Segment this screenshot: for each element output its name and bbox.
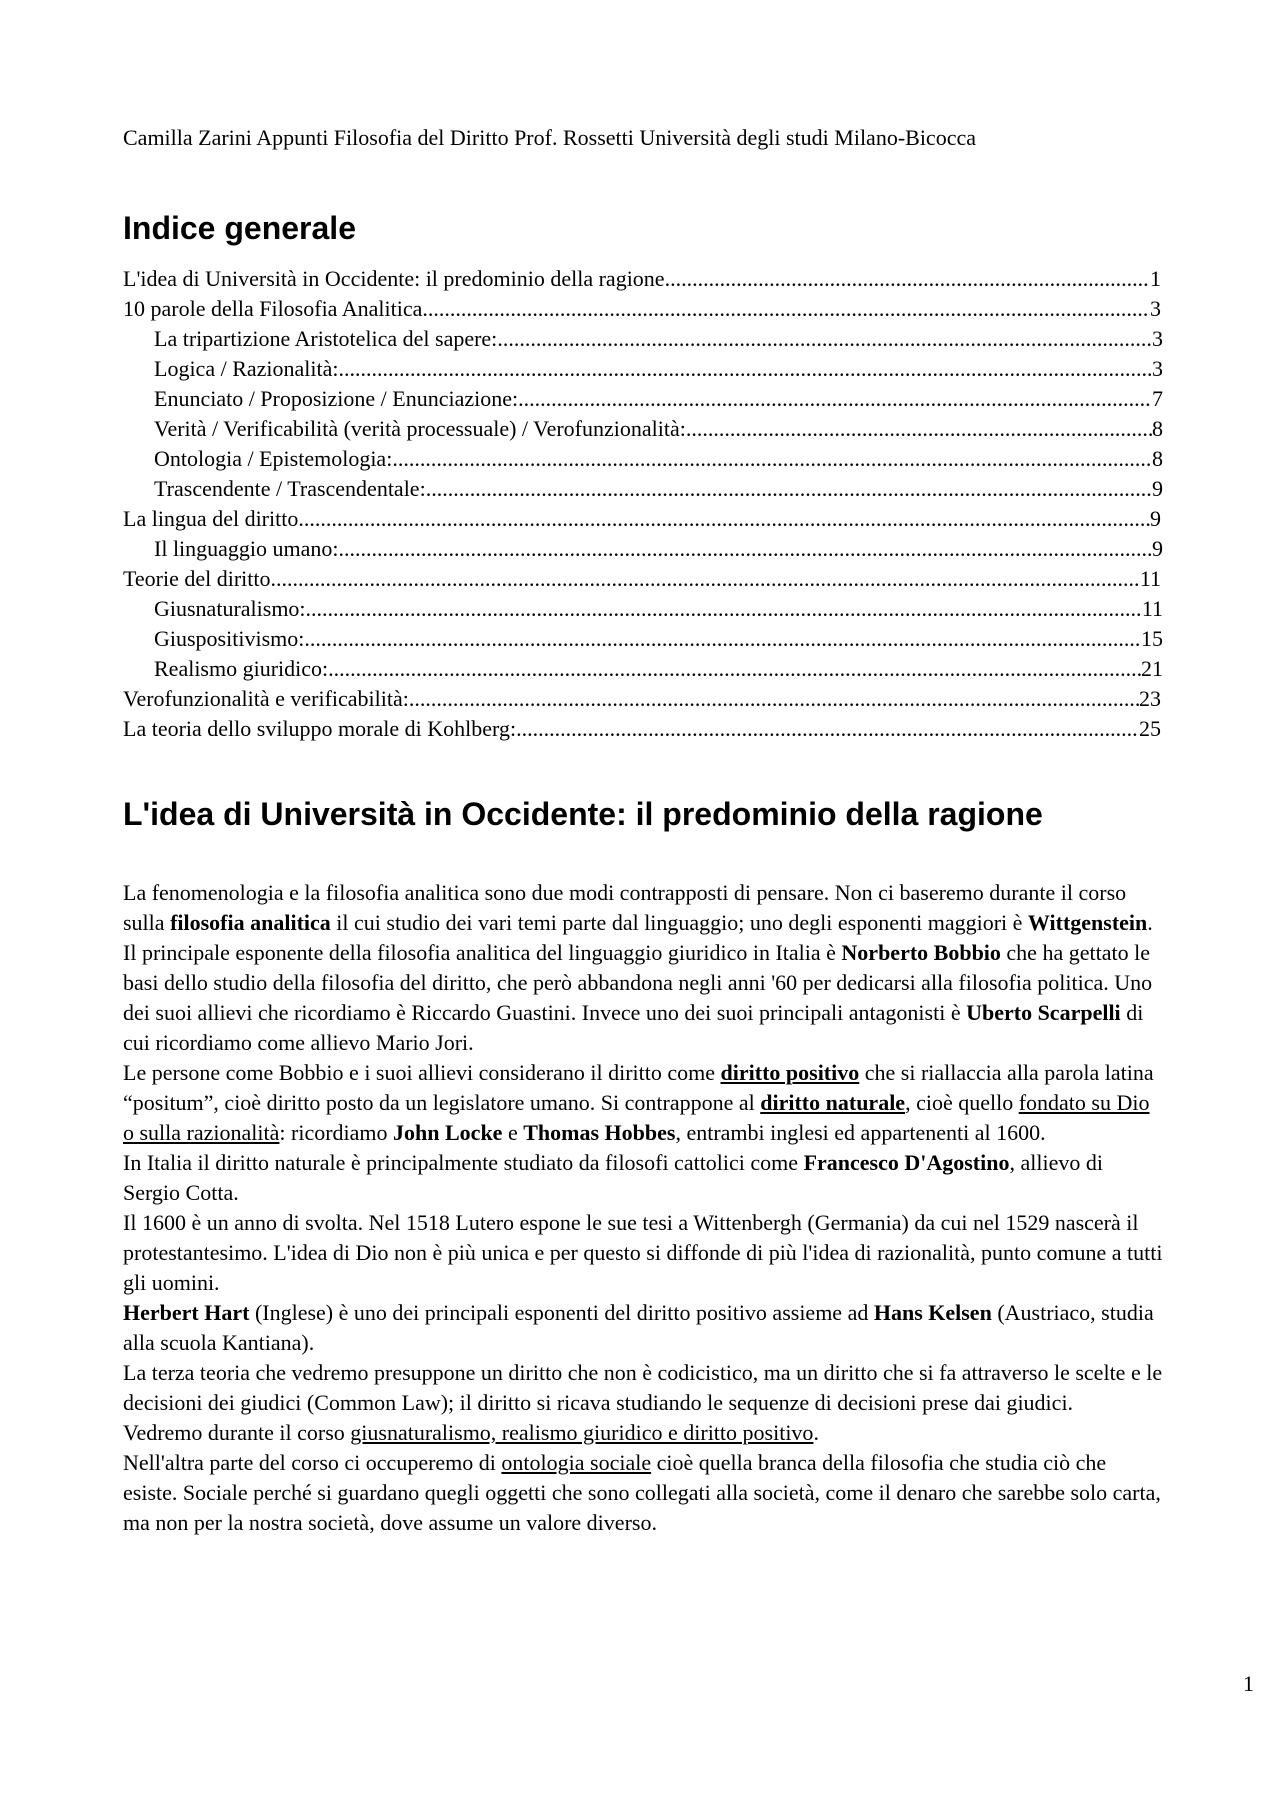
toc-entry-page: 11 (1141, 596, 1163, 621)
paragraph (123, 1148, 1163, 1208)
toc-entry-text: Ontologia / Epistemologia: (154, 446, 393, 471)
text-run: Il principale esponente della filosofia analitica del linguaggio giuridico in Italia è (123, 940, 842, 965)
toc-entry-page: 3 (1150, 296, 1161, 321)
toc-entry[interactable] (154, 534, 1163, 564)
toc-entry-page: 3 (1152, 356, 1163, 381)
paragraph (123, 1358, 1163, 1418)
toc-dot-leader (426, 474, 1152, 504)
paragraph (123, 1418, 1163, 1448)
toc-dot-leader (271, 564, 1140, 594)
text-run: Le persone come Bobbio e i suoi allievi considerano il diritto come (123, 1060, 721, 1085)
toc-entry[interactable] (154, 444, 1163, 474)
toc-dot-leader (392, 444, 1152, 474)
page-number: 1 (1243, 1671, 1254, 1696)
toc-entry[interactable] (123, 564, 1163, 594)
toc-entry-text: L'idea di Università in Occidente: il predominio della ragione (123, 266, 665, 291)
toc-dot-leader (686, 414, 1152, 444)
toc-entry[interactable] (123, 684, 1163, 714)
page-header: Camilla Zarini Appunti Filosofia del Diritto Prof. Rossetti Università degli studi Milano-Bicocca (123, 125, 976, 150)
paragraph (123, 1298, 1163, 1358)
bold-text: Francesco D'Agostino (803, 1150, 1010, 1175)
toc-entry[interactable] (154, 384, 1163, 414)
toc-dot-leader (409, 684, 1139, 714)
toc-dot-leader (497, 324, 1152, 354)
table-of-contents (123, 264, 1163, 744)
toc-entry[interactable] (123, 714, 1163, 744)
bold-text: Wittgenstein (1027, 910, 1148, 935)
toc-dot-leader (516, 714, 1139, 744)
toc-title: Indice generale (123, 210, 356, 246)
toc-entry[interactable] (123, 504, 1163, 534)
section-body (123, 878, 1163, 1538)
toc-entry[interactable] (123, 294, 1163, 324)
toc-dot-leader (328, 654, 1141, 684)
toc-entry-page: 15 (1141, 626, 1163, 651)
text-run: . (813, 1420, 819, 1445)
text-run: Il 1600 è un anno di svolta. Nel 1518 Lutero espone le sue tesi a Wittenbergh (Germania) da cui nel 1529 nascerà il protestantesimo. L'idea di Dio non è più unica e per questo si diffonde di più l'idea di razionalità, punto comune a tutti gli uomini. (123, 1210, 1163, 1295)
toc-dot-leader (298, 504, 1150, 534)
text-run: che si riallaccia alla parola latina “positum”, cioè diritto posto da un legislatore umano. Si contrappone al (123, 1060, 1154, 1115)
bold-text: diritto naturale (760, 1090, 906, 1115)
toc-entry[interactable] (154, 354, 1163, 384)
toc-entry-text: La teoria dello sviluppo morale di Kohlberg: (123, 716, 517, 741)
toc-entry-text: 10 parole della Filosofia Analitica (123, 296, 423, 321)
toc-entry-page: 3 (1152, 326, 1163, 351)
toc-entry-text: Logica / Razionalità: (154, 356, 339, 381)
toc-entry[interactable] (154, 594, 1163, 624)
toc-entry[interactable] (154, 624, 1163, 654)
text-run: di cui ricordiamo come allievo Mario Jori. (123, 1000, 1144, 1055)
toc-entry-text: Giusnaturalismo: (154, 596, 306, 621)
toc-entry-page: 1 (1150, 266, 1161, 291)
toc-entry-text: La lingua del diritto (123, 506, 299, 531)
bold-text: John Locke (393, 1120, 503, 1145)
toc-entry[interactable] (154, 474, 1163, 504)
text-run: cioè quella branca della filosofia che studia ciò che esiste. Sociale perché si guardano quegli oggetti che sono collegati alla società, come il denaro che sarebbe solo carta, ma non per la nostra società, dove assume un valore diverso. (123, 1450, 1161, 1535)
toc-entry-page: 23 (1139, 686, 1161, 711)
toc-entry-text: Verofunzionalità e verificabilità: (123, 686, 409, 711)
toc-entry-text: Giuspositivismo: (154, 626, 305, 651)
text-run: , allievo di Sergio Cotta. (123, 1150, 1103, 1205)
toc-entry-text: Teorie del diritto (123, 566, 271, 591)
toc-entry[interactable] (154, 654, 1163, 684)
text-run: Vedremo durante il corso (123, 1420, 351, 1445)
paragraph (123, 938, 1163, 1058)
bold-text: Thomas Hobbes (523, 1120, 676, 1145)
paragraph (123, 1208, 1163, 1298)
text-run: In Italia il diritto naturale è principalmente studiato da filosofi cattolici come (123, 1150, 804, 1175)
underlined-text: giusnaturalismo, realismo giuridico e diritto positivo (350, 1420, 814, 1445)
toc-entry-page: 11 (1139, 566, 1161, 591)
toc-dot-leader (339, 534, 1152, 564)
paragraph (123, 878, 1163, 938)
toc-entry-text: Realismo giuridico: (154, 656, 329, 681)
text-run: che ha gettato le basi dello studio della filosofia del diritto, che però abbandona negli anni '60 per dedicarsi alla filosofia politica. Uno dei suoi allievi che ricordiamo è Riccardo Guastini. Invece uno dei suoi principali antagonisti è (123, 940, 1153, 1025)
text-run: : ricordiamo (279, 1120, 394, 1145)
toc-entry-page: 25 (1139, 716, 1161, 741)
section-title: L'idea di Università in Occidente: il predominio della ragione (123, 796, 1043, 832)
toc-entry-page: 21 (1141, 656, 1163, 681)
toc-entry-text: La tripartizione Aristotelica del sapere: (154, 326, 498, 351)
toc-entry-page: 9 (1152, 476, 1163, 501)
bold-text: Uberto Scarpelli (966, 1000, 1121, 1025)
toc-entry[interactable] (154, 414, 1163, 444)
toc-entry-page: 9 (1152, 536, 1163, 561)
text-run: , entrambi inglesi ed appartenenti al 1600. (675, 1120, 1046, 1145)
toc-entry-page: 8 (1152, 446, 1163, 471)
text-run: , cioè quello (905, 1090, 1019, 1115)
toc-dot-leader (339, 354, 1153, 384)
toc-dot-leader (306, 594, 1142, 624)
text-run: il cui studio dei vari temi parte dal linguaggio; uno degli esponenti maggiori è (330, 910, 1028, 935)
text-run: (Inglese) è uno dei principali esponenti del diritto positivo assieme ad (249, 1300, 874, 1325)
text-run: La fenomenologia e la filosofia analitica sono due modi contrapposti di pensare. Non ci baseremo durante il corso sulla (123, 880, 1127, 935)
underlined-text: ontologia sociale (501, 1450, 652, 1475)
toc-entry[interactable] (154, 324, 1163, 354)
text-run: e (502, 1120, 524, 1145)
bold-text: Herbert Hart (123, 1300, 250, 1325)
toc-entry-text: Trascendente / Trascendentale: (154, 476, 426, 501)
bold-text: Norberto Bobbio (841, 940, 1001, 965)
toc-dot-leader (304, 624, 1141, 654)
toc-entry-text: Il linguaggio umano: (154, 536, 339, 561)
toc-entry-page: 7 (1152, 386, 1163, 411)
bold-text: Hans Kelsen (873, 1300, 992, 1325)
paragraph (123, 1448, 1163, 1538)
toc-entry-page: 9 (1150, 506, 1161, 531)
text-run: (Austriaco, studia alla scuola Kantiana). (123, 1300, 1154, 1355)
bold-text: filosofia analitica (170, 910, 331, 935)
text-run: Nell'altra parte del corso ci occuperemo di (123, 1450, 502, 1475)
toc-entry-page: 8 (1152, 416, 1163, 441)
paragraph (123, 1058, 1163, 1148)
toc-entry-text: Verità / Verificabilità (verità processuale) / Verofunzionalità: (154, 416, 686, 441)
bold-text: diritto positivo (720, 1060, 860, 1085)
toc-entry[interactable] (123, 264, 1163, 294)
text-run: . (1147, 910, 1153, 935)
toc-dot-leader (422, 294, 1150, 324)
toc-dot-leader (518, 384, 1152, 414)
toc-dot-leader (665, 264, 1150, 294)
text-run: La terza teoria che vedremo presuppone un diritto che non è codicistico, ma un diritto che si fa attraverso le scelte e le decisioni dei giudici (Common Law); il diritto si ricava studiando le sequenze di decisioni prese dai giudici. (123, 1360, 1163, 1415)
toc-entry-text: Enunciato / Proposizione / Enunciazione: (154, 386, 519, 411)
underlined-text: fondato su Dio o sulla razionalità (123, 1090, 1150, 1145)
